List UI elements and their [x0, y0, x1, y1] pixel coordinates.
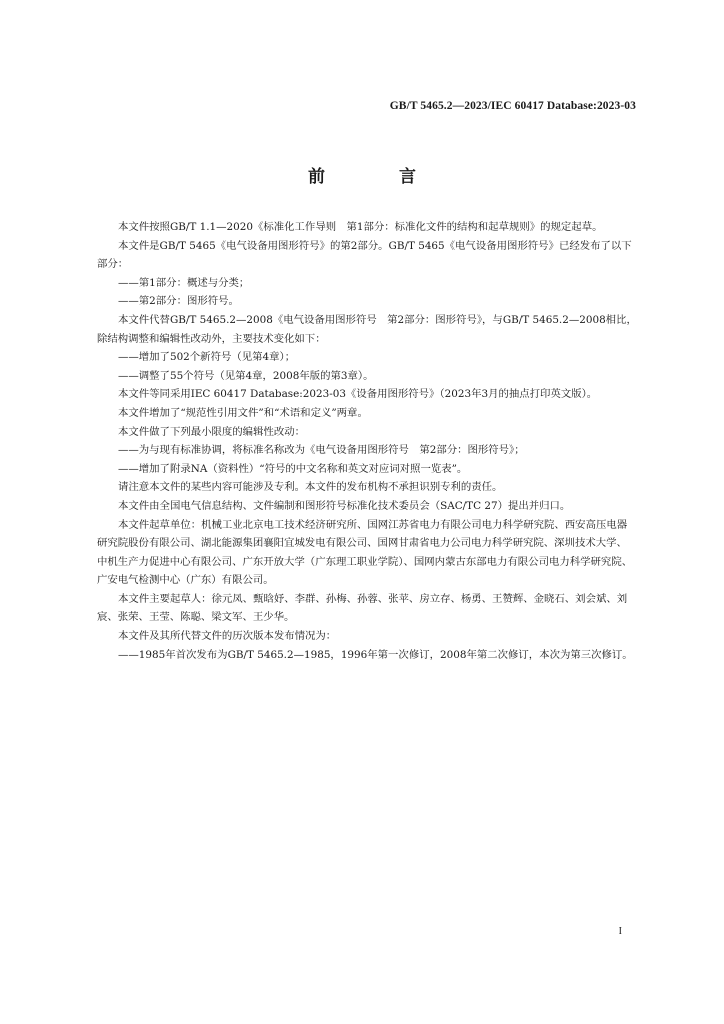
paragraph-drafting-basis: 本文件按照GB/T 1.1—2020《标准化工作导则 第1部分：标准化文件的结构和起草规则》的规定起草。	[118, 221, 603, 233]
paragraph-drafters: 本文件主要起草人：徐元凤、甄晗妤、李群、孙梅、孙蓉、张苹、房立存、杨勇、王赞辉、金晓石、刘会斌、刘宸、张荣、王莹、陈聪、梁文军、王少华。	[97, 592, 628, 624]
paragraph-iec-adoption: 本文件等同采用IEC 60417 Database:2023-03《设备用图形符号》（2023年3月的抽点打印英文版）。	[118, 388, 598, 401]
list-item-change-added: ——增加了502个新符号（见第4章）；	[118, 351, 296, 364]
list-item-part-1: ——第1部分：概述与分类；	[118, 276, 250, 289]
paragraph-proposer: 本文件由全国电气信息结构、文件编制和图形符号标准化技术委员会（SAC/TC 27）提出并归口。	[118, 499, 571, 512]
page-number: I	[618, 926, 622, 937]
list-item-part-2: ——第2部分：图形符号。	[118, 295, 239, 308]
paragraph-replaces: 本文件代替GB/T 5465.2—2008《电气设备用图形符号 第2部分：图形符号》，与GB/T 5465.2—2008相比，除结构调整和编辑性改动外，主要技术变化如下：	[97, 313, 637, 345]
standard-code-header: GB/T 5465.2—2023/IEC 60417 Database:2023-03	[389, 100, 636, 112]
paragraph-patent-notice: 请注意本文件的某些内容可能涉及专利。本文件的发布机构不承担识别专利的责任。	[118, 481, 503, 494]
paragraph-history-intro: 本文件及其所代替文件的历次版本发布情况为：	[118, 630, 337, 643]
list-item-editorial-1: ——为与现有标准协调，将标准名称改为《电气设备用图形符号 第2部分：图形符号》；	[118, 444, 525, 457]
paragraph-editorial-changes: 本文件做了下列最小限度的编辑性改动：	[118, 425, 306, 438]
paragraph-drafting-units: 本文件起草单位：机械工业北京电工技术经济研究所、国网江苏省电力有限公司电力科学研究院、西安高压电器研究院股份有限公司、湖北能源集团襄阳宜城发电有限公司、国网甘肃省电力公司电力科学研究院、深圳技术大学、中机生产力促进中心有限公司、广东开放大学（广东理工职业学院）、国网内蒙古东部电力有限公司电力科学研究院、广安电气检测中心（广东）有限公司。	[97, 518, 633, 587]
paragraph-part-info: 本文件是GB/T 5465《电气设备用图形符号》的第2部分。GB/T 5465《电气设备用图形符号》已经发布了以下部分：	[97, 239, 632, 271]
list-item-history: ——1985年首次发布为GB/T 5465.2—1985，1996年第一次修订，2008年第二次修订，本次为第三次修订。	[118, 648, 633, 661]
foreword-body	[97, 218, 637, 664]
page-title: 前 言	[308, 167, 450, 187]
list-item-editorial-2: ——增加了附录NA（资料性）“符号的中文名称和英文对应词对照一览表”。	[118, 462, 468, 475]
list-item-change-adjusted: ——调整了55个符号（见第4章，2008年版的第3章）。	[118, 369, 374, 382]
paragraph-added-chapters: 本文件增加了“规范性引用文件”和“术语和定义”两章。	[118, 406, 368, 419]
